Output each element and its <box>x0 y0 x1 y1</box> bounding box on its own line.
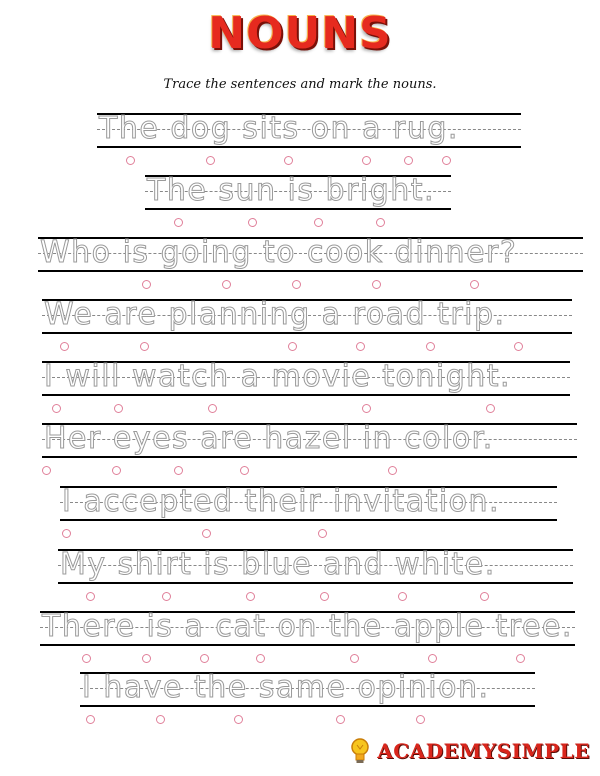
noun-marker-circle[interactable] <box>388 466 397 475</box>
noun-marker-circle[interactable] <box>112 466 121 475</box>
noun-marker-circle[interactable] <box>442 156 451 165</box>
noun-marker-circle[interactable] <box>240 466 249 475</box>
noun-marker-circle[interactable] <box>206 156 215 165</box>
noun-marker-circle[interactable] <box>318 529 327 538</box>
noun-marker-group <box>60 529 557 539</box>
noun-marker-circle[interactable] <box>222 280 231 289</box>
noun-marker-group <box>97 156 521 166</box>
noun-marker-group <box>38 280 583 290</box>
trace-sentence: The dog sits on a rug. <box>99 111 459 146</box>
trace-sentence: Her eyes are hazel in color. <box>44 421 494 456</box>
noun-marker-circle[interactable] <box>314 218 323 227</box>
tracing-row <box>42 361 570 411</box>
academysimple-logo <box>347 734 590 768</box>
noun-marker-circle[interactable] <box>284 156 293 165</box>
noun-marker-group <box>58 592 573 602</box>
trace-sentence: Who is going to cook dinner? <box>40 235 518 270</box>
noun-marker-circle[interactable] <box>142 280 151 289</box>
noun-marker-circle[interactable] <box>156 715 165 724</box>
trace-sentence: There is a cat on the apple tree. <box>42 609 573 644</box>
noun-marker-circle[interactable] <box>486 404 495 413</box>
noun-marker-circle[interactable] <box>362 156 371 165</box>
noun-marker-group <box>42 466 577 476</box>
tracing-row <box>60 486 557 536</box>
noun-marker-group <box>40 654 575 664</box>
noun-marker-circle[interactable] <box>426 342 435 351</box>
noun-marker-circle[interactable] <box>174 466 183 475</box>
trace-sentence: The sun is bright. <box>147 173 436 208</box>
noun-marker-circle[interactable] <box>60 342 69 351</box>
noun-marker-circle[interactable] <box>86 715 95 724</box>
trace-sentence: My shirt is blue and white. <box>60 547 496 582</box>
noun-marker-group <box>80 715 535 725</box>
noun-marker-circle[interactable] <box>480 592 489 601</box>
noun-marker-group <box>145 218 451 228</box>
noun-marker-circle[interactable] <box>376 218 385 227</box>
noun-marker-circle[interactable] <box>52 404 61 413</box>
noun-marker-circle[interactable] <box>82 654 91 663</box>
noun-marker-circle[interactable] <box>398 592 407 601</box>
tracing-row <box>145 175 451 225</box>
noun-marker-circle[interactable] <box>416 715 425 724</box>
noun-marker-circle[interactable] <box>42 466 51 475</box>
trace-sentence: I will watch a movie tonight. <box>44 359 512 394</box>
noun-marker-circle[interactable] <box>202 529 211 538</box>
noun-marker-circle[interactable] <box>516 654 525 663</box>
tracing-row <box>97 113 521 163</box>
noun-marker-circle[interactable] <box>114 404 123 413</box>
noun-marker-circle[interactable] <box>350 654 359 663</box>
noun-marker-circle[interactable] <box>248 218 257 227</box>
noun-marker-circle[interactable] <box>86 592 95 601</box>
tracing-row <box>80 672 535 722</box>
noun-marker-circle[interactable] <box>62 529 71 538</box>
tracing-row <box>42 423 577 473</box>
noun-marker-circle[interactable] <box>140 342 149 351</box>
logo-text: ACADEMYSIMPLE <box>377 739 590 763</box>
noun-marker-circle[interactable] <box>208 404 217 413</box>
noun-marker-circle[interactable] <box>514 342 523 351</box>
noun-marker-circle[interactable] <box>428 654 437 663</box>
noun-marker-circle[interactable] <box>356 342 365 351</box>
noun-marker-circle[interactable] <box>292 280 301 289</box>
noun-marker-group <box>42 404 570 414</box>
page-title: NOUNS <box>208 8 392 59</box>
noun-marker-circle[interactable] <box>126 156 135 165</box>
noun-marker-circle[interactable] <box>246 592 255 601</box>
noun-marker-circle[interactable] <box>200 654 209 663</box>
noun-marker-circle[interactable] <box>162 592 171 601</box>
noun-marker-circle[interactable] <box>288 342 297 351</box>
noun-marker-circle[interactable] <box>320 592 329 601</box>
noun-marker-group <box>42 342 572 352</box>
noun-marker-circle[interactable] <box>336 715 345 724</box>
lightbulb-icon <box>347 736 373 766</box>
noun-marker-circle[interactable] <box>174 218 183 227</box>
noun-marker-circle[interactable] <box>362 404 371 413</box>
noun-marker-circle[interactable] <box>234 715 243 724</box>
noun-marker-circle[interactable] <box>372 280 381 289</box>
trace-sentence: I accepted their invitation. <box>62 484 501 519</box>
noun-marker-circle[interactable] <box>404 156 413 165</box>
noun-marker-circle[interactable] <box>142 654 151 663</box>
trace-sentence: We are planning a road trip. <box>44 297 506 332</box>
instructions: Trace the sentences and mark the nouns. <box>163 77 437 92</box>
tracing-row <box>58 549 573 599</box>
tracing-row <box>38 237 583 287</box>
tracing-row <box>42 299 572 349</box>
tracing-row <box>40 611 575 661</box>
noun-marker-circle[interactable] <box>256 654 265 663</box>
trace-sentence: I have the same opinion. <box>82 670 490 705</box>
noun-marker-circle[interactable] <box>470 280 479 289</box>
